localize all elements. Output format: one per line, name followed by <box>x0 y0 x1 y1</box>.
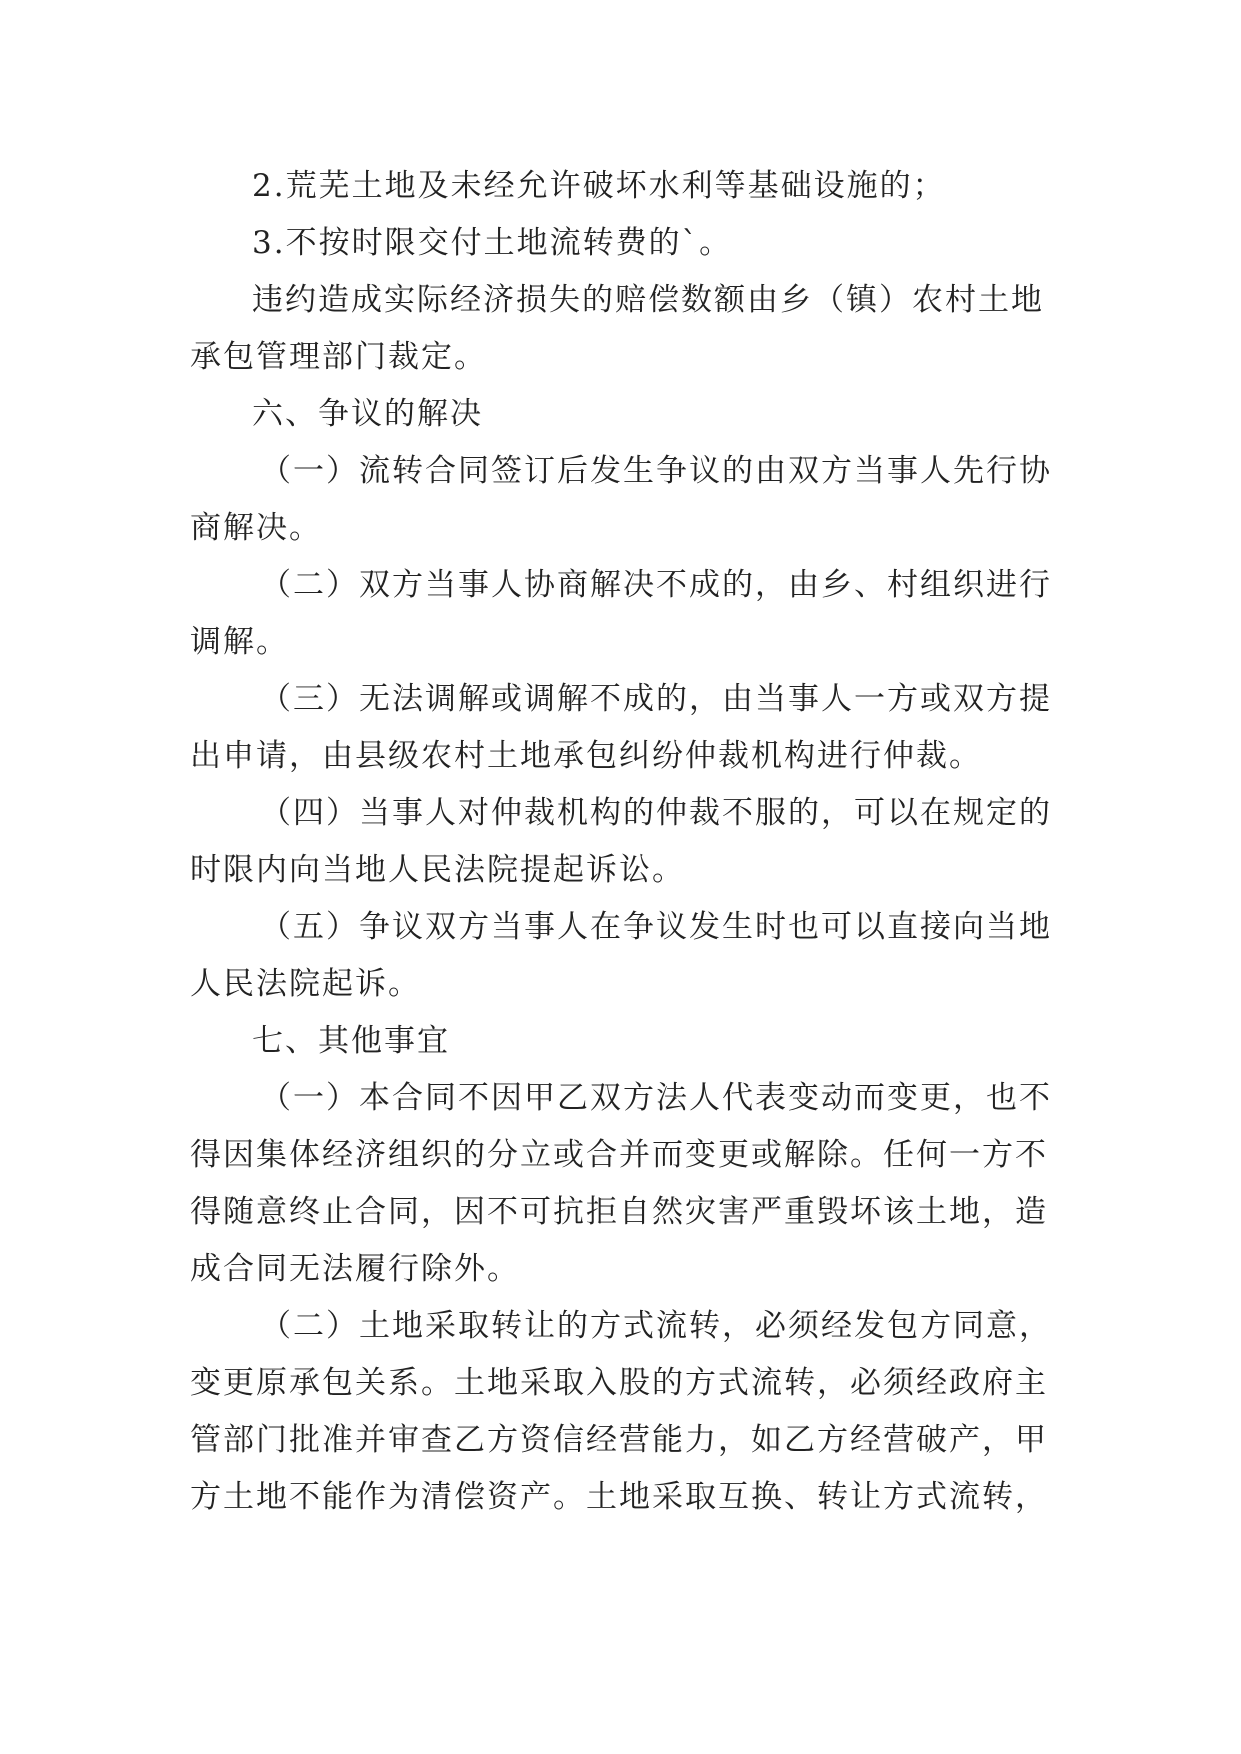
text-line: 违约造成实际经济损失的赔偿数额由乡（镇）农村土地 <box>252 282 1044 318</box>
text-line: 方土地不能作为清偿资产。土地采取互换、转让方式流转， <box>190 1479 1048 1515</box>
text-line: 人民法院起诉。 <box>190 966 421 1002</box>
text-line: 变更原承包关系。土地采取入股的方式流转，必须经政府主 <box>190 1365 1048 1401</box>
text-line: 得因集体经济组织的分立或合并而变更或解除。任何一方不 <box>190 1137 1048 1173</box>
text-line: （一）本合同不因甲乙双方法人代表变动而变更，也不 <box>260 1080 1052 1116</box>
text-line: 得随意终止合同，因不可抗拒自然灾害严重毁坏该土地，造 <box>190 1194 1048 1230</box>
text-line: 出申请，由县级农村土地承包纠纷仲裁机构进行仲裁。 <box>190 738 982 774</box>
text-line: 管部门批准并审查乙方资信经营能力，如乙方经营破产，甲 <box>190 1422 1048 1458</box>
text-line: （一）流转合同签订后发生争议的由双方当事人先行协 <box>260 453 1052 489</box>
text-line: （五）争议双方当事人在争议发生时也可以直接向当地 <box>260 909 1052 945</box>
section-heading: 六、争议的解决 <box>252 396 483 432</box>
text-line: 承包管理部门裁定。 <box>190 339 487 375</box>
text-line: 成合同无法履行除外。 <box>190 1251 520 1287</box>
text-line: （二）双方当事人协商解决不成的，由乡、村组织进行 <box>260 567 1052 603</box>
text-line: （四）当事人对仲裁机构的仲裁不服的，可以在规定的 <box>260 795 1052 831</box>
text-line: （三）无法调解或调解不成的，由当事人一方或双方提 <box>260 681 1052 717</box>
text-line: （二）土地采取转让的方式流转，必须经发包方同意， <box>260 1308 1052 1344</box>
text-line: 时限内向当地人民法院提起诉讼。 <box>190 852 685 888</box>
text-line: 商解决。 <box>190 510 322 546</box>
text-line: 3.不按时限交付土地流转费的`。 <box>252 225 733 261</box>
section-heading: 七、其他事宜 <box>252 1023 450 1059</box>
text-line: 2.荒芜土地及未经允许破坏水利等基础设施的； <box>252 168 946 204</box>
text-line: 调解。 <box>190 624 289 660</box>
